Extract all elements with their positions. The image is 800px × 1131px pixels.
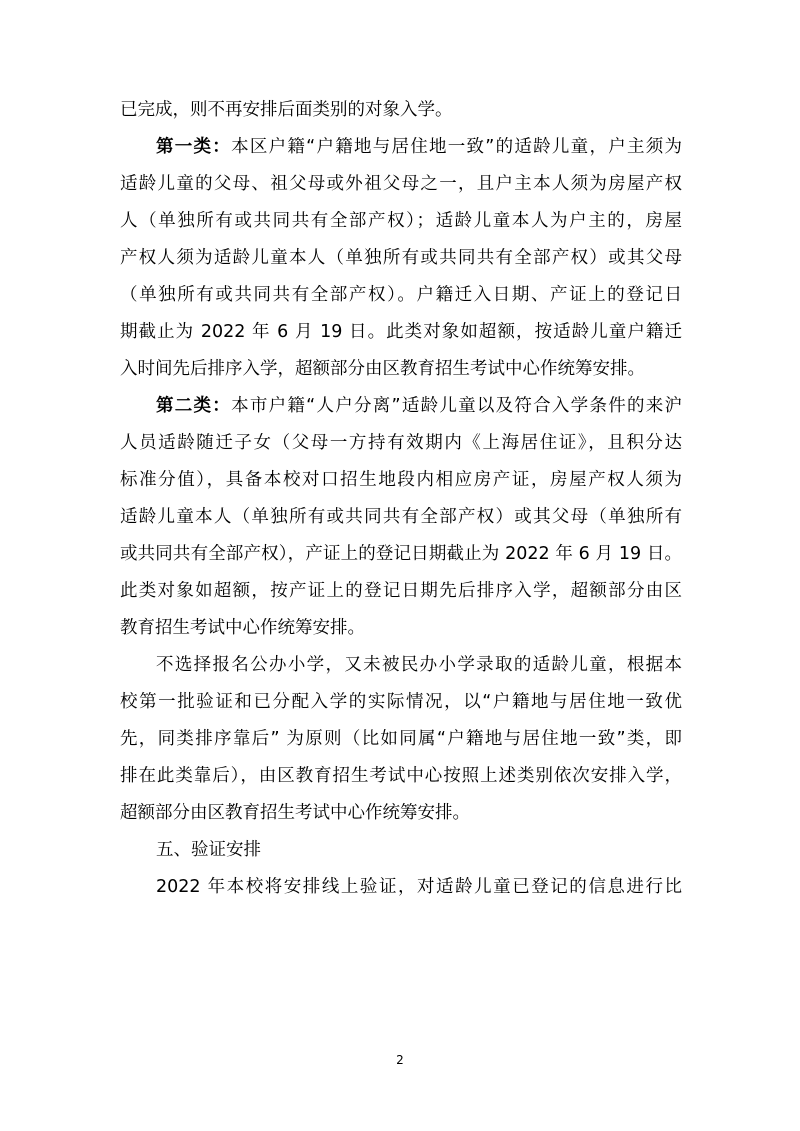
text-line: 校第一批验证和已分配入学的实际情况，以“户籍地与居住地一致优	[120, 692, 682, 712]
text-line: 2022 年本校将安排线上验证，对适龄儿童已登记的信息进行比	[156, 877, 682, 897]
text-line: 已完成，则不再安排后面类别的对象入学。	[120, 100, 453, 120]
text-line: 适龄儿童本人（单独所有或共同共有全部产权）或其父母（单独所有	[120, 507, 682, 527]
category-label: 第二类：	[156, 396, 232, 416]
text-line: 超额部分由区教育招生考试中心作统筹安排。	[120, 803, 470, 823]
text-line: 适龄儿童的父母、祖父母或外祖父母之一，且户主本人须为房屋产权	[120, 174, 682, 194]
page-number: 2	[396, 1053, 404, 1067]
text-line: 入时间先后排序入学，超额部分由区教育招生考试中心作统筹安排。	[120, 359, 645, 379]
text-line: 人员适龄随迁子女（父母一方持有效期内《上海居住证》，且积分达	[120, 433, 682, 453]
text-line: 排在此类靠后），由区教育招生考试中心按照上述类别依次安排入学，	[120, 766, 682, 786]
section-heading: 五、验证安排	[156, 840, 261, 860]
text-line: 此类对象如超额，按产证上的登记日期先后排序入学，超额部分由区	[120, 581, 682, 601]
body-text	[120, 98, 682, 912]
text-line: 标准分值），具备本校对口招生地段内相应房产证，房屋产权人须为	[120, 470, 682, 490]
text-line: 人（单独所有或共同共有全部产权）；适龄儿童本人为户主的，房屋	[120, 211, 682, 231]
text-line: 先，同类排序靠后” 为原则（比如同属“户籍地与居住地一致”类，即	[120, 729, 682, 749]
text-line: 或共同共有全部产权），产证上的登记日期截止为 2022 年 6 月 19 日。	[120, 544, 682, 564]
text-line: 第一类：本区户籍“户籍地与居住地一致”的适龄儿童，户主须为	[156, 137, 682, 157]
text-line: 不选择报名公办小学，又未被民办小学录取的适龄儿童，根据本	[156, 655, 682, 675]
text-line: 期截止为 2022 年 6 月 19 日。此类对象如超额，按适龄儿童户籍迁	[120, 322, 682, 342]
text-line: 第二类：本市户籍“人户分离”适龄儿童以及符合入学条件的来沪	[156, 396, 682, 416]
category-label: 第一类：	[156, 137, 232, 157]
text-line: （单独所有或共同共有全部产权）。户籍迁入日期、产证上的登记日	[120, 285, 682, 305]
text-line: 教育招生考试中心作统筹安排。	[120, 618, 365, 638]
text-line: 产权人须为适龄儿童本人（单独所有或共同共有全部产权）或其父母	[120, 248, 682, 268]
